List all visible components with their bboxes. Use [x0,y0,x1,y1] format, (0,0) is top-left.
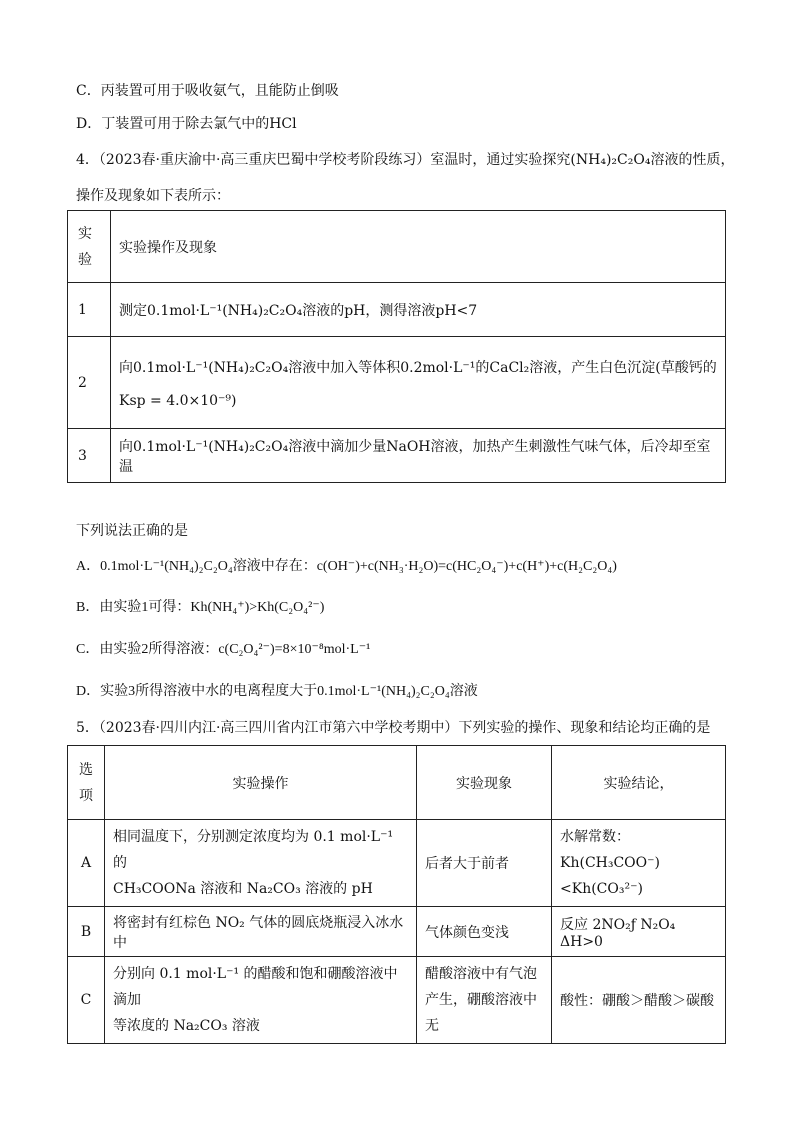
header-operation: 实验操作及现象 [111,211,726,283]
row-text-line1: 向0.1mol·L⁻¹(NH₄)₂C₂O₄溶液中加入等体积0.2mol·L⁻¹的CaCl₂溶液，产生白色沉淀(草酸钙的 [119,359,717,376]
row-conclusion [552,820,726,907]
conclusion-line1: 水解常数： Kh(CH₃COO⁻) [560,829,660,871]
question-4-stem-line2: 操作及现象如下表所示： [76,188,230,204]
table-row [68,429,726,483]
row-phenomenon [417,957,552,1044]
option-c-previous: C．丙装置可用于吸收氨气，且能防止倒吸 [76,83,339,99]
row-operation [105,957,417,1044]
option-a: A．0.1mol·L⁻¹(NH₄)₂C₂O₄溶液中存在：c(OH⁻)+c(NH₃·H₂O)=c(HC₂O₄⁻)+c(H⁺)+c(H₂C₂O₄) [76,559,617,574]
row-text: 测定0.1mol·L⁻¹(NH₄)₂C₂O₄溶液的pH，测得溶液pH<7 [111,283,726,337]
row-option: C [68,957,105,1044]
table-row [68,907,726,957]
row-phenomenon: 气体颜色变浅 [417,907,552,957]
option-d: D．实验3所得溶液中水的电离程度大于0.1mol·L⁻¹(NH₄)₂C₂O₄溶液 [76,684,478,699]
row-option: B [68,907,105,957]
operation-line1: 相同温度下，分别测定浓度均为 0.1 mol·L⁻¹ 的 [113,829,394,871]
operation-line1: 分别向 0.1 mol·L⁻¹ 的醋酸和饱和硼酸溶液中滴加 [113,966,398,1008]
table-row [68,337,726,429]
table-header-row [68,211,726,283]
table-row [68,820,726,907]
header-experiment: 实验 [68,211,111,283]
table-row [68,283,726,337]
row-id: 3 [68,429,111,483]
row-id: 2 [68,337,111,429]
option-c: C．由实验2所得溶液：c(C₂O₄²⁻)=8×10⁻⁸mol·L⁻¹ [76,642,371,657]
phenomenon-line2: 产生，硼酸溶液中无 [425,992,537,1034]
row-id: 1 [68,283,111,337]
question-4-stem: 4．（2023春·重庆渝中·高三重庆巴蜀中学校考阶段练习）室温时，通过实验探究(NH₄)₂C₂O₄溶液的性质， [76,152,735,168]
option-b: B．由实验1可得：Kh(NH₄⁺)>Kh(C₂O₄²⁻) [76,600,325,615]
row-operation [105,820,417,907]
question-4-prompt: 下列说法正确的是 [76,523,188,539]
row-conclusion: 反应 2NO₂ƒ N₂O₄ ΔH>0 [552,907,726,957]
row-text-line2: Ksp = 4.0×10⁻⁹) [119,392,237,409]
phenomenon-line1: 醋酸溶液中有气泡 [425,966,537,982]
row-option: A [68,820,105,907]
row-text [111,337,726,429]
row-operation: 将密封有红棕色 NO₂ 气体的圆底烧瓶浸入冰水中 [105,907,417,957]
experiment-table [67,210,726,483]
header-conclusion: 实验结论， [552,746,726,820]
header-phenomenon: 实验现象 [417,746,552,820]
header-option: 选项 [68,746,105,820]
row-text: 向0.1mol·L⁻¹(NH₄)₂C₂O₄溶液中滴加少量NaOH溶液，加热产生刺激性气味气体，后冷却至室温 [111,429,726,483]
operation-line2: CH₃COONa 溶液和 Na₂CO₃ 溶液的 pH [113,881,373,897]
question-5-stem: 5．（2023春·四川内江·高三四川省内江市第六中学校考期中）下列实验的操作、现象和结论均正确的是 [76,720,711,736]
table-header-row [68,746,726,820]
row-conclusion: 酸性：硼酸＞醋酸＞碳酸 [552,957,726,1044]
conclusion-line2: <Kh(CO₃²⁻) [560,881,643,897]
option-d-previous: D．丁装置可用于除去氯气中的HCl [76,116,297,132]
header-operation: 实验操作 [105,746,417,820]
operation-line2: 等浓度的 Na₂CO₃ 溶液 [113,1018,260,1034]
row-phenomenon: 后者大于前者 [417,820,552,907]
options-table [67,745,726,1044]
table-row [68,957,726,1044]
